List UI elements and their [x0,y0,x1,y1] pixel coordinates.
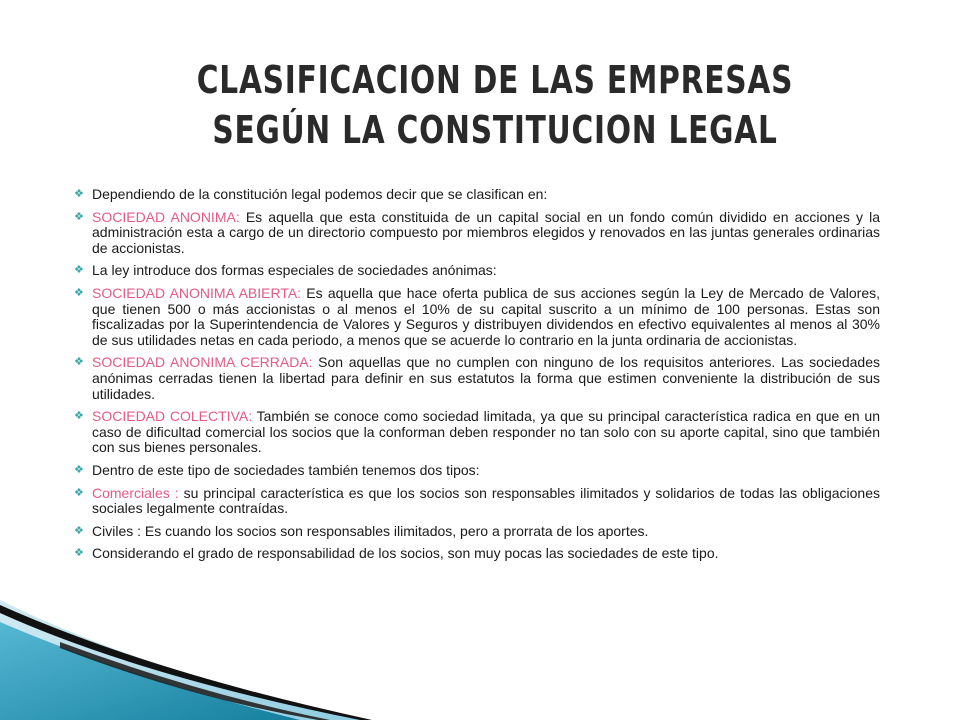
diamond-bullet-icon: ❖ [74,547,84,560]
item-text: su principal característica es que los socios son responsables ilimitados y solidarios de todas las obligaciones sociales legalmente contraídas. [92,484,880,517]
item-term: SOCIEDAD ANONIMA CERRADA: [92,354,313,371]
corner-swoosh-decoration [0,560,430,720]
diamond-bullet-icon: ❖ [74,286,84,299]
item-text: Considerando el grado de responsabilidad de los socios, son muy pocas las sociedades de este tipo. [92,545,719,562]
diamond-bullet-icon: ❖ [74,410,84,423]
diamond-bullet-icon: ❖ [74,486,84,499]
list-item [70,210,880,257]
item-term: SOCIEDAD ANONIMA: [92,208,240,225]
item-text: Es aquella que hace oferta publica de sus acciones según la Ley de Mercado de Valores, que tienen 500 o más accionistas o al menos el 10% de su capital suscrito a un mínimo de 100 personas. Estas son fiscalizadas por la Superintendencia de Valores y Seguros y distribuyen dividendos en efectivo equivalentes al menos al 30% de sus utilidades netas en cada periodo, a menos que se acuerde lo contrario en la junta ordinaria de accionistas. [92,284,880,348]
list-item [70,187,880,203]
item-text: También se conoce como sociedad limitada, ya que su principal característica radica en que en un caso de dificultad comercial los socios que la conforman deben responder no tan solo con su aporte capital, sino que también con sus bienes personales. [92,408,880,456]
list-item [70,286,880,348]
diamond-bullet-icon: ❖ [74,210,84,223]
item-text: Civiles : Es cuando los socios son responsables ilimitados, pero a prorrata de los aportes. [92,522,649,539]
diamond-bullet-icon: ❖ [74,463,84,476]
item-text: Dentro de este tipo de sociedades también tenemos dos tipos: [92,461,480,478]
item-text: La ley introduce dos formas especiales de sociedades anónimas: [92,262,497,279]
item-text: Es aquella que esta constituida de un capital social en un fondo común dividido en acciones y la administración esta a cargo de un directorio compuesto por miembros elegidos y renovados en las juntas generales ordinarias de accionistas. [92,208,881,256]
list-item [70,486,880,517]
list-item [70,409,880,456]
item-text: Dependiendo de la constitución legal podemos decir que se clasifican en: [92,186,548,202]
diamond-bullet-icon: ❖ [74,188,84,200]
list-item [70,524,880,540]
list-item [70,463,880,479]
slide-title-line-2: SEGÚN LA CONSTITUCION LEGAL [212,108,778,152]
list-item [70,355,880,402]
item-text: Son aquellas que no cumplen con ninguno de los requisitos anteriores. Las sociedades anónimas cerradas tienen la libertad para definir en sus estatutos la forma que estimen conveniente la distribución de sus utilidades. [92,354,880,402]
item-term: Comerciales : [92,484,179,501]
diamond-bullet-icon: ❖ [74,264,84,277]
item-term: SOCIEDAD ANONIMA ABIERTA: [92,284,302,301]
diamond-bullet-icon: ❖ [74,356,84,369]
list-item [70,263,880,279]
item-term: SOCIEDAD COLECTIVA: [92,408,253,425]
bullet-list [70,187,880,569]
slide-title-line-1: CLASIFICACION DE LAS EMPRESAS [196,58,794,102]
diamond-bullet-icon: ❖ [74,524,84,537]
